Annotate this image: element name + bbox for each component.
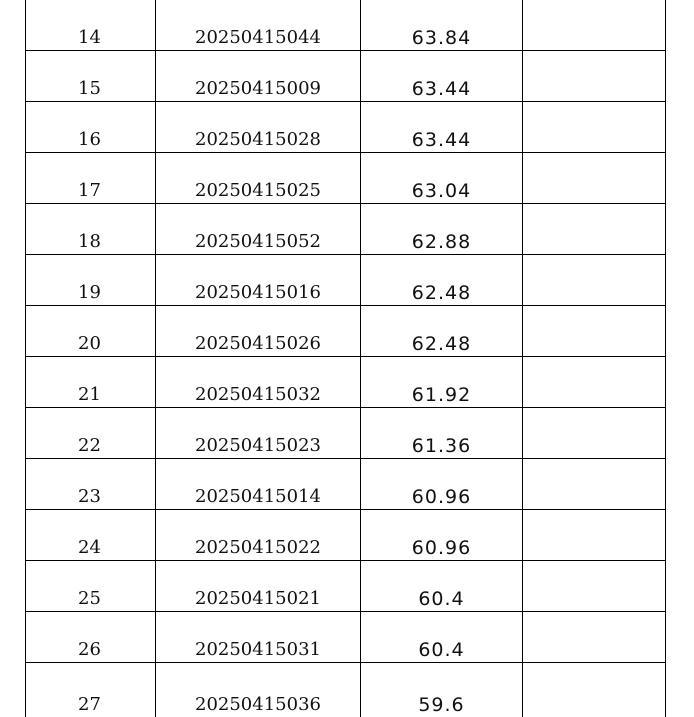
table-row: [26, 357, 666, 408]
candidate-id-cell: 20250415026: [156, 306, 361, 357]
candidate-id-cell: 20250415052: [156, 204, 361, 255]
table-row: [26, 51, 666, 102]
table-row: [26, 102, 666, 153]
rank-cell: 24: [26, 510, 156, 561]
candidate-id-cell: 20250415022: [156, 510, 361, 561]
score-cell: 60.96: [361, 510, 523, 561]
rank-cell: 19: [26, 255, 156, 306]
candidate-id-cell: 20250415021: [156, 561, 361, 612]
table-row: [26, 459, 666, 510]
rank-cell: 17: [26, 153, 156, 204]
rank-cell: 27: [26, 663, 156, 717]
score-cell: 59.6: [361, 663, 523, 717]
note-cell: [523, 204, 666, 255]
table-row: [26, 255, 666, 306]
score-cell: 60.4: [361, 612, 523, 663]
score-table: [25, 0, 666, 717]
table-row: [26, 612, 666, 663]
score-cell: 63.84: [361, 0, 523, 51]
table-row: [26, 306, 666, 357]
candidate-id-cell: 20250415044: [156, 0, 361, 51]
table-row: [26, 408, 666, 459]
score-cell: 61.36: [361, 408, 523, 459]
candidate-id-cell: 20250415036: [156, 663, 361, 717]
note-cell: [523, 663, 666, 717]
candidate-id-cell: 20250415009: [156, 51, 361, 102]
candidate-id-cell: 20250415016: [156, 255, 361, 306]
rank-cell: 23: [26, 459, 156, 510]
note-cell: [523, 51, 666, 102]
rank-cell: 15: [26, 51, 156, 102]
score-cell: 62.88: [361, 204, 523, 255]
candidate-id-cell: 20250415031: [156, 612, 361, 663]
rank-cell: 16: [26, 102, 156, 153]
score-cell: 63.44: [361, 51, 523, 102]
table-row: [26, 510, 666, 561]
note-cell: [523, 459, 666, 510]
candidate-id-cell: 20250415023: [156, 408, 361, 459]
rank-cell: 14: [26, 0, 156, 51]
table-row: [26, 561, 666, 612]
rank-cell: 20: [26, 306, 156, 357]
note-cell: [523, 102, 666, 153]
table-row: [26, 0, 666, 51]
candidate-id-cell: 20250415025: [156, 153, 361, 204]
score-cell: 62.48: [361, 255, 523, 306]
table-row: [26, 204, 666, 255]
rank-cell: 25: [26, 561, 156, 612]
table-row: [26, 663, 666, 717]
note-cell: [523, 306, 666, 357]
score-cell: 60.96: [361, 459, 523, 510]
table-row: [26, 153, 666, 204]
score-cell: 63.04: [361, 153, 523, 204]
candidate-id-cell: 20250415032: [156, 357, 361, 408]
score-cell: 62.48: [361, 306, 523, 357]
candidate-id-cell: 20250415028: [156, 102, 361, 153]
score-table-body: [26, 0, 666, 717]
score-cell: 60.4: [361, 561, 523, 612]
note-cell: [523, 255, 666, 306]
score-cell: 61.92: [361, 357, 523, 408]
rank-cell: 18: [26, 204, 156, 255]
rank-cell: 21: [26, 357, 156, 408]
rank-cell: 26: [26, 612, 156, 663]
note-cell: [523, 153, 666, 204]
rank-cell: 22: [26, 408, 156, 459]
candidate-id-cell: 20250415014: [156, 459, 361, 510]
note-cell: [523, 510, 666, 561]
score-cell: 63.44: [361, 102, 523, 153]
note-cell: [523, 408, 666, 459]
note-cell: [523, 561, 666, 612]
note-cell: [523, 612, 666, 663]
note-cell: [523, 357, 666, 408]
note-cell: [523, 0, 666, 51]
